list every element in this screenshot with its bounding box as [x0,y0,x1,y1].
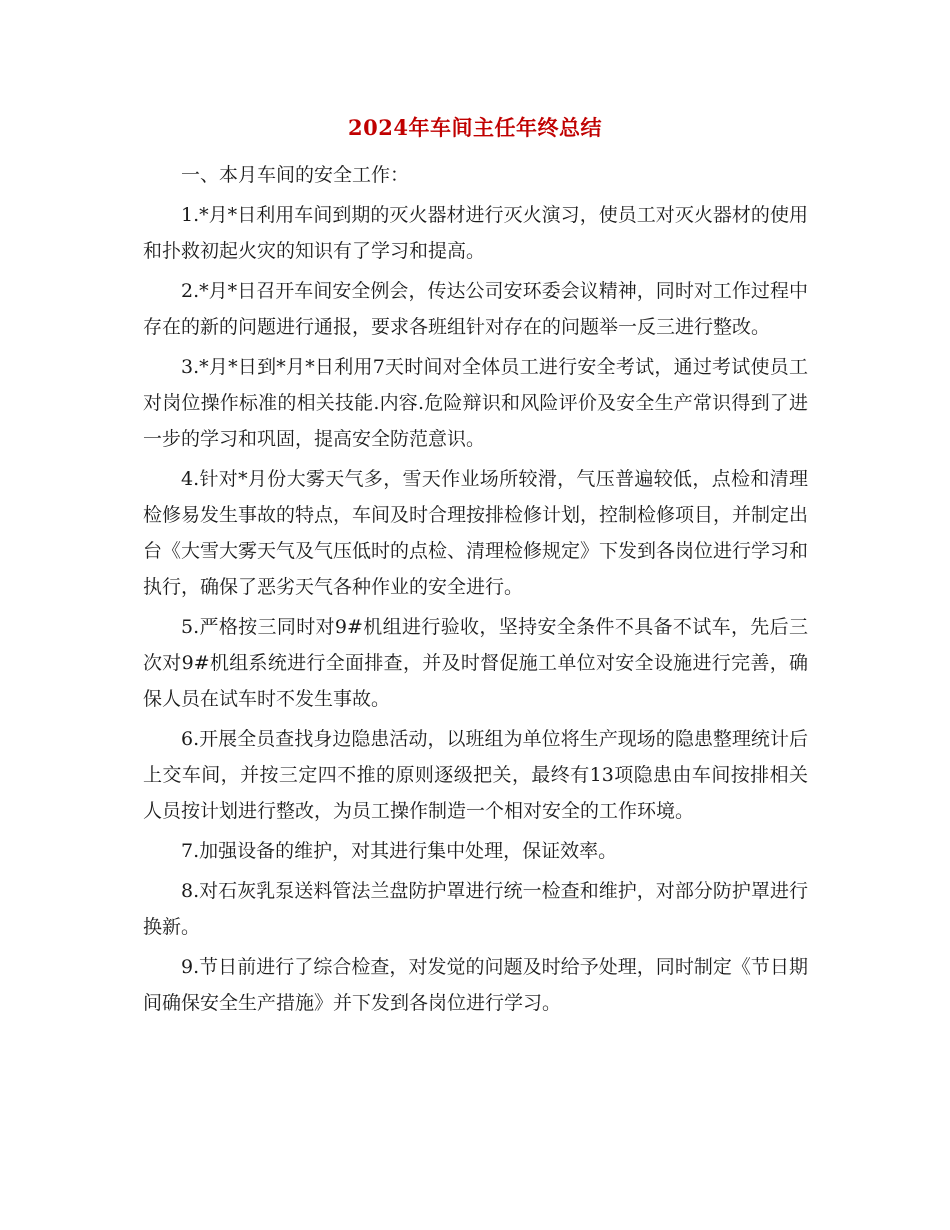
paragraph-item-4: 4.针对*月份大雾天气多，雪天作业场所较滑，气压普遍较低，点检和清理检修易发生事故的特点，车间及时合理按排检修计划，控制检修项目，并制定出台《大雪大雾天气及气压低时的点检、清理检修规定》下发到各岗位进行学习和执行，确保了恶劣天气各种作业的安全进行。 [143,468,809,598]
section-heading-safety: 一、本月车间的安全工作： [181,164,410,186]
document-body [143,157,808,1025]
paragraph-item-1: 1.*月*日利用车间到期的灭火器材进行灭火演习，使员工对灭火器材的使用和扑救初起火灾的知识有了学习和提高。 [143,204,808,262]
paragraph-item-5: 5.严格按三同时对9#机组进行验收，坚持安全条件不具备不试车，先后三次对9#机组系统进行全面排查，并及时督促施工单位对安全设施进行完善，确保人员在试车时不发生事故。 [143,616,808,710]
paragraph-item-9: 9.节日前进行了综合检查，对发觉的问题及时给予处理，同时制定《节日期间确保安全生产措施》并下发到各岗位进行学习。 [143,956,808,1014]
paragraph-item-6: 6.开展全员查找身边隐患活动，以班组为单位将生产现场的隐患整理统计后上交车间，并按三定四不推的原则逐级把关，最终有13项隐患由车间按排相关人员按计划进行整改，为员工操作制造一个相对安全的工作环境。 [143,728,808,822]
paragraph-item-7: 7.加强设备的维护，对其进行集中处理，保证效率。 [181,840,618,862]
document-title: 2024年车间主任年终总结 [348,115,602,140]
paragraph-item-2: 2.*月*日召开车间安全例会，传达公司安环委会议精神，同时对工作过程中存在的新的问题进行通报，要求各班组针对存在的问题举一反三进行整改。 [143,280,808,338]
paragraph-item-8: 8.对石灰乳泵送料管法兰盘防护罩进行统一检查和维护，对部分防护罩进行换新。 [143,880,808,938]
paragraph-item-3: 3.*月*日到*月*日利用7天时间对全体员工进行安全考试，通过考试使员工对岗位操作标准的相关技能.内容.危险辩识和风险评价及安全生产常识得到了进一步的学习和巩固，提高安全防范意识。 [143,356,808,450]
